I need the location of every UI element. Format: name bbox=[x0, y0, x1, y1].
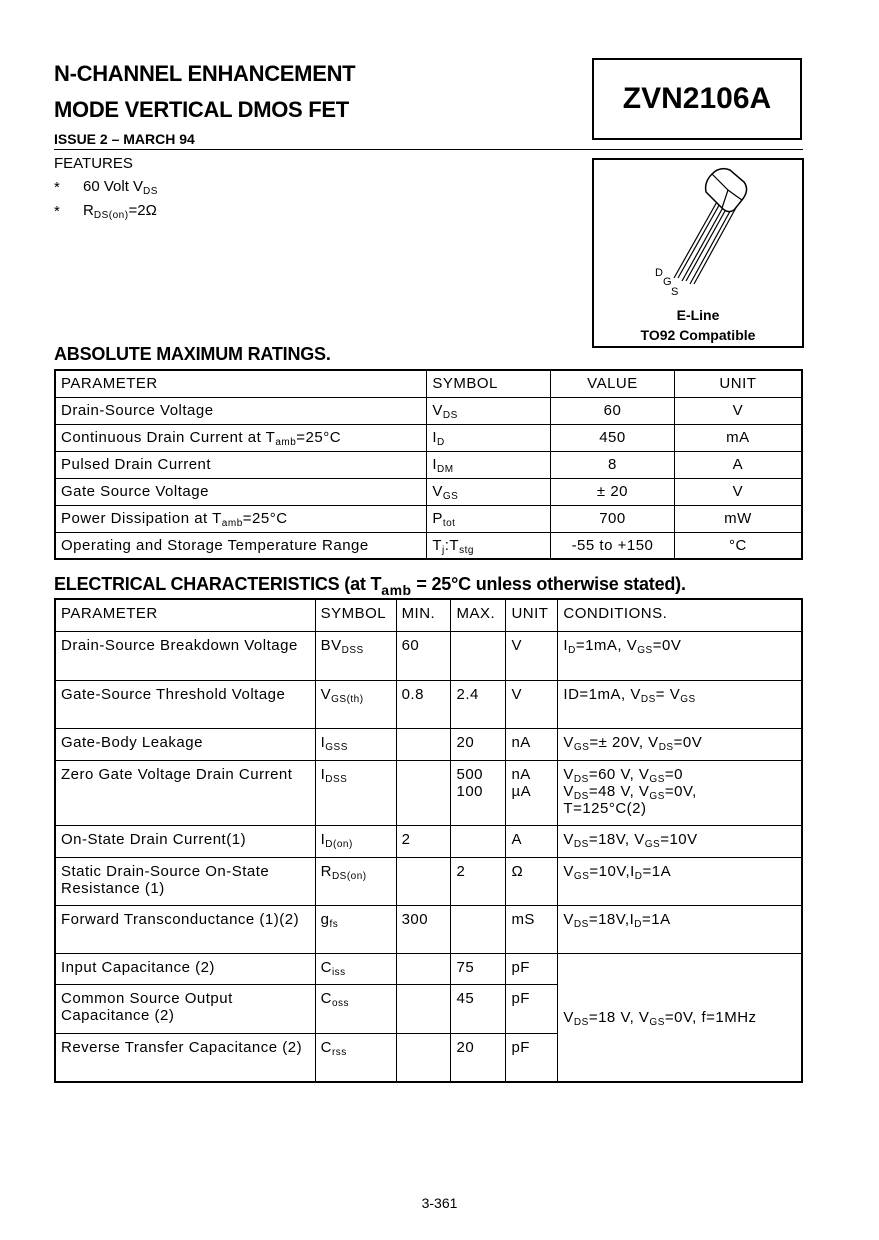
min-cell: 60 bbox=[396, 631, 451, 680]
unit-cell: V bbox=[674, 397, 802, 424]
table-row bbox=[55, 760, 802, 825]
symbol-cell: $C_{rss}$ bbox=[315, 1033, 396, 1082]
package-name: E-Line bbox=[676, 307, 720, 323]
bullet: * bbox=[54, 203, 60, 220]
table-row bbox=[55, 451, 802, 478]
symbol-cell: $C_{iss}$ bbox=[315, 953, 396, 984]
unit-cell: pF bbox=[506, 1033, 558, 1082]
symbol-cell: $I_{GSS}$ bbox=[315, 728, 396, 760]
param-cell: Zero Gate Voltage Drain Current bbox=[55, 760, 315, 825]
unit-cell: pF bbox=[506, 984, 558, 1033]
unit-cell: A bbox=[674, 451, 802, 478]
param-cell: Pulsed Drain Current bbox=[55, 451, 427, 478]
table-row bbox=[55, 631, 802, 680]
pin-label-s: S bbox=[671, 286, 679, 298]
conditions-cell: $V_{DS}=18$ V, $V_{GS}=0V$, f=1MHz bbox=[558, 953, 802, 1082]
unit-cell: A bbox=[506, 825, 558, 857]
header-rule bbox=[54, 149, 803, 150]
max-cell bbox=[451, 631, 506, 680]
max-cell: 20 bbox=[451, 1033, 506, 1082]
feature-text-1: 60 Volt $V_{DS}$ bbox=[83, 178, 158, 197]
issue-line: ISSUE 2 – MARCH 94 bbox=[54, 131, 195, 147]
unit-cell: nA µA bbox=[506, 760, 558, 825]
unit-cell: mA bbox=[674, 424, 802, 451]
unit-cell: V bbox=[674, 478, 802, 505]
max-cell bbox=[451, 825, 506, 857]
value-cell: 450 bbox=[551, 424, 675, 451]
param-cell: Forward Transconductance (1)(2) bbox=[55, 905, 315, 953]
max-cell: 2.4 bbox=[451, 680, 506, 728]
symbol-cell: $I_{D(on)}$ bbox=[315, 825, 396, 857]
min-cell bbox=[396, 728, 451, 760]
table-row bbox=[55, 532, 802, 559]
param-cell: Reverse Transfer Capacitance (2) bbox=[55, 1033, 315, 1082]
min-cell: 2 bbox=[396, 825, 451, 857]
unit-cell: mS bbox=[506, 905, 558, 953]
header-cell: PARAMETER bbox=[55, 599, 315, 631]
param-cell: Power Dissipation at $T_{amb}=25^\circ C$ bbox=[55, 505, 427, 532]
max-cell: 75 bbox=[451, 953, 506, 984]
features-heading: FEATURES bbox=[54, 155, 133, 172]
min-cell: 0.8 bbox=[396, 680, 451, 728]
table-row bbox=[55, 825, 802, 857]
conditions-cell: $I_D=1mA$, $V_{GS}=0V$ bbox=[558, 631, 802, 680]
header-cell: SYMBOL bbox=[315, 599, 396, 631]
symbol-cell: $T_j:T_{stg}$ bbox=[427, 532, 551, 559]
value-cell: -55 to +150 bbox=[551, 532, 675, 559]
max-cell: 2 bbox=[451, 857, 506, 905]
min-cell bbox=[396, 1033, 451, 1082]
unit-cell: Ω bbox=[506, 857, 558, 905]
max-cell: 20 bbox=[451, 728, 506, 760]
conditions-cell: $V_{DS}=60$ V, $V_{GS}=0$ $V_{DS}=48$ V, $V_{GS}=0V$, T=125°C(2) bbox=[558, 760, 802, 825]
feature-text-2: $R_{DS(on)}=2\Omega$ bbox=[83, 202, 157, 221]
param-cell: Static Drain-Source On-State Resistance (1) bbox=[55, 857, 315, 905]
param-cell: Gate-Source Threshold Voltage bbox=[55, 680, 315, 728]
page-number: 3-361 bbox=[421, 1195, 458, 1211]
min-cell: 300 bbox=[396, 905, 451, 953]
header-cell: PARAMETER bbox=[55, 370, 427, 397]
symbol-cell: $R_{DS(on)}$ bbox=[315, 857, 396, 905]
part-number-box bbox=[592, 58, 802, 140]
param-cell: Drain-Source Breakdown Voltage bbox=[55, 631, 315, 680]
header-cell: VALUE bbox=[551, 370, 675, 397]
unit-cell: °C bbox=[674, 532, 802, 559]
conditions-cell: $V_{GS}=10V,I_D=1A$ bbox=[558, 857, 802, 905]
header-cell: MAX. bbox=[451, 599, 506, 631]
param-cell: Drain-Source Voltage bbox=[55, 397, 427, 424]
conditions-cell: $V_{DS}=18V,I_D=1A$ bbox=[558, 905, 802, 953]
electrical-table bbox=[54, 598, 803, 1083]
min-cell bbox=[396, 984, 451, 1033]
table-row bbox=[55, 953, 802, 984]
max-cell bbox=[451, 905, 506, 953]
value-cell: ± 20 bbox=[551, 478, 675, 505]
param-cell: Input Capacitance (2) bbox=[55, 953, 315, 984]
header-cell: UNIT bbox=[506, 599, 558, 631]
symbol-cell: $BV_{DSS}$ bbox=[315, 631, 396, 680]
abs-max-heading: ABSOLUTE MAXIMUM RATINGS. bbox=[54, 344, 331, 364]
value-cell: 60 bbox=[551, 397, 675, 424]
pin-label-d: D bbox=[655, 267, 663, 279]
symbol-cell: $V_{DS}$ bbox=[427, 397, 551, 424]
value-cell: 8 bbox=[551, 451, 675, 478]
header-cell: CONDITIONS. bbox=[558, 599, 802, 631]
header-cell: UNIT bbox=[674, 370, 802, 397]
param-cell: Gate-Body Leakage bbox=[55, 728, 315, 760]
symbol-cell: $I_{DSS}$ bbox=[315, 760, 396, 825]
elec-heading: ELECTRICAL CHARACTERISTICS (at $T_{amb} = 25^\circ C$ unless otherwise stated). bbox=[54, 574, 686, 598]
unit-cell: mW bbox=[674, 505, 802, 532]
package-box bbox=[592, 158, 804, 348]
table-row bbox=[55, 680, 802, 728]
max-cell: 500 100 bbox=[451, 760, 506, 825]
param-cell: Continuous Drain Current at $T_{amb}=25^\circ C$ bbox=[55, 424, 427, 451]
conditions-cell: $V_{GS}=\pm 20V$, $V_{DS}=0V$ bbox=[558, 728, 802, 760]
conditions-cell: ID=1mA, $V_{DS}= V_{GS}$ bbox=[558, 680, 802, 728]
symbol-cell: $V_{GS(th)}$ bbox=[315, 680, 396, 728]
unit-cell: V bbox=[506, 680, 558, 728]
min-cell bbox=[396, 760, 451, 825]
table-header-row bbox=[55, 370, 802, 397]
table-row bbox=[55, 905, 802, 953]
symbol-cell: $I_{DM}$ bbox=[427, 451, 551, 478]
symbol-cell: $C_{oss}$ bbox=[315, 984, 396, 1033]
unit-cell: V bbox=[506, 631, 558, 680]
param-cell: Operating and Storage Temperature Range bbox=[55, 532, 427, 559]
max-cell: 45 bbox=[451, 984, 506, 1033]
table-row bbox=[55, 728, 802, 760]
param-cell: Common Source Output Capacitance (2) bbox=[55, 984, 315, 1033]
table-row bbox=[55, 424, 802, 451]
symbol-cell: $I_D$ bbox=[427, 424, 551, 451]
table-row bbox=[55, 478, 802, 505]
unit-cell: nA bbox=[506, 728, 558, 760]
header-cell: MIN. bbox=[396, 599, 451, 631]
value-cell: 700 bbox=[551, 505, 675, 532]
param-cell: Gate Source Voltage bbox=[55, 478, 427, 505]
header-cell: SYMBOL bbox=[427, 370, 551, 397]
title-line-1: N-CHANNEL ENHANCEMENT bbox=[54, 61, 356, 86]
pin-label-g: G bbox=[663, 276, 672, 288]
unit-cell: pF bbox=[506, 953, 558, 984]
table-header-row bbox=[55, 599, 802, 631]
param-cell: On-State Drain Current(1) bbox=[55, 825, 315, 857]
min-cell bbox=[396, 857, 451, 905]
bullet: * bbox=[54, 179, 60, 196]
table-row bbox=[55, 505, 802, 532]
abs-max-table bbox=[54, 369, 803, 560]
table-row bbox=[55, 857, 802, 905]
table-row bbox=[55, 397, 802, 424]
symbol-cell: $P_{tot}$ bbox=[427, 505, 551, 532]
part-number: ZVN2106A bbox=[622, 82, 772, 115]
package-compat: TO92 Compatible bbox=[640, 327, 756, 343]
min-cell bbox=[396, 953, 451, 984]
symbol-cell: $g_{fs}$ bbox=[315, 905, 396, 953]
symbol-cell: $V_{GS}$ bbox=[427, 478, 551, 505]
conditions-cell: $V_{DS}=18V$, $V_{GS}=10V$ bbox=[558, 825, 802, 857]
title-line-2: MODE VERTICAL DMOS FET bbox=[54, 97, 349, 122]
